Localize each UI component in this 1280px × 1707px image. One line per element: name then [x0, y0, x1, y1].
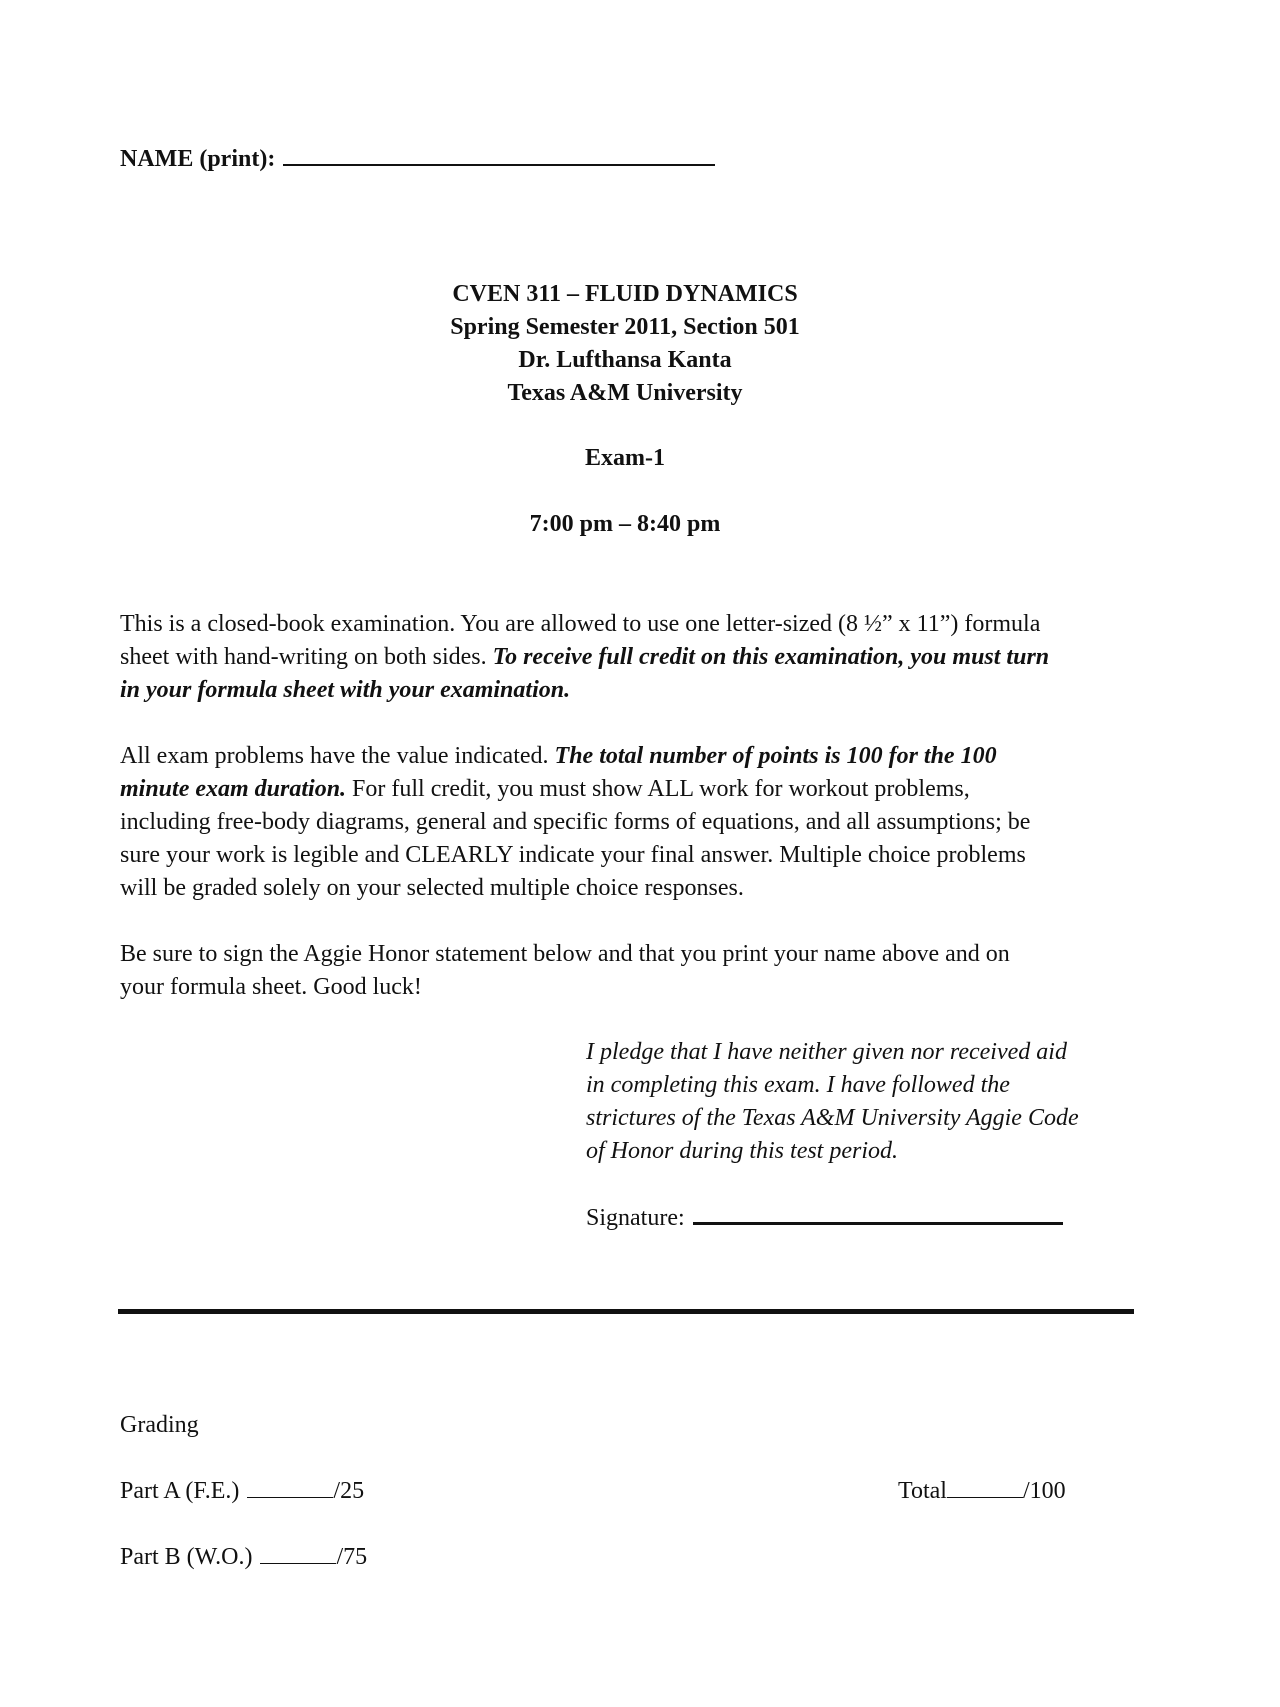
p2-line-1 [120, 740, 1130, 773]
name-blank-line[interactable] [283, 146, 715, 166]
part-a-score-blank[interactable] [247, 1479, 333, 1498]
grade-part-b [120, 1544, 367, 1571]
p2-line-3: including free-body diagrams, general and specific forms of equations, and all assumptions; be [120, 809, 1031, 835]
p1-line-2 [120, 641, 1130, 674]
exam-time [0, 508, 1250, 541]
p1-line-2-emphasis: To receive full credit on this examination, you must turn [492, 644, 1050, 670]
instructions-paragraph-1 [120, 608, 1130, 707]
instructor-name: Dr. Lufthansa Kanta [518, 347, 732, 373]
part-a-max: /25 [333, 1478, 365, 1504]
p2-line-4: sure your work is legible and CLEARLY indicate your final answer. Multiple choice problems [120, 842, 1026, 868]
total-score-blank[interactable] [947, 1479, 1023, 1498]
course-title: CVEN 311 – FLUID DYNAMICS [452, 281, 798, 307]
p1-line-3: in your formula sheet with your examination. [120, 677, 571, 703]
signature-blank-line[interactable] [693, 1204, 1063, 1225]
p1-line-2-plain: sheet with hand-writing on both sides. [120, 644, 493, 670]
p2-line-5: will be graded solely on your selected multiple choice responses. [120, 875, 744, 901]
signature-label: Signature: [586, 1205, 685, 1231]
p2-line-1-emphasis: The total number of points is 100 for the 100 [554, 743, 997, 769]
p2-line-1-plain: All exam problems have the value indicated. [120, 743, 555, 769]
total-label: Total [898, 1478, 947, 1504]
signature-field [586, 1204, 1063, 1232]
university-name: Texas A&M University [507, 380, 743, 406]
part-a-label: Part A (F.E.) [120, 1478, 240, 1504]
instructions-paragraph-2 [120, 740, 1130, 905]
name-label: NAME (print): [120, 146, 276, 172]
pledge-line-4: of Honor during this test period. [586, 1138, 899, 1164]
p2-line-2 [120, 773, 1130, 806]
honor-pledge [586, 1036, 1146, 1168]
p3-line-1: Be sure to sign the Aggie Honor statement below and that you print your name above and on [120, 941, 1010, 967]
name-field [120, 146, 715, 173]
p2-line-2-plain: For full credit, you must show ALL work for workout problems, [346, 776, 970, 802]
part-b-score-blank[interactable] [260, 1545, 336, 1564]
exam-time-text: 7:00 pm – 8:40 pm [529, 511, 721, 537]
p2-line-2-emphasis: minute exam duration. [120, 776, 347, 802]
grade-total [898, 1478, 1066, 1505]
pledge-line-2: in completing this exam. I have followed the [586, 1072, 1010, 1098]
pledge-line-3: strictures of the Texas A&M University Aggie Code [586, 1105, 1079, 1131]
part-b-label: Part B (W.O.) [120, 1544, 253, 1570]
p1-line-1: This is a closed-book examination. You are allowed to use one letter-sized (8 ½” x 11”) formula [120, 611, 1041, 637]
exam-title [0, 442, 1250, 475]
course-header [0, 278, 1250, 410]
part-b-max: /75 [336, 1544, 368, 1570]
grading-title: Grading [120, 1412, 199, 1438]
p3-line-2: your formula sheet. Good luck! [120, 974, 422, 1000]
semester-section: Spring Semester 2011, Section 501 [450, 314, 800, 340]
section-divider [118, 1309, 1134, 1314]
instructions-paragraph-3 [120, 938, 1130, 1004]
exam-title-text: Exam-1 [585, 445, 665, 471]
pledge-line-1: I pledge that I have neither given nor received aid [586, 1039, 1067, 1065]
total-max: /100 [1022, 1478, 1066, 1504]
grade-part-a [120, 1478, 364, 1505]
